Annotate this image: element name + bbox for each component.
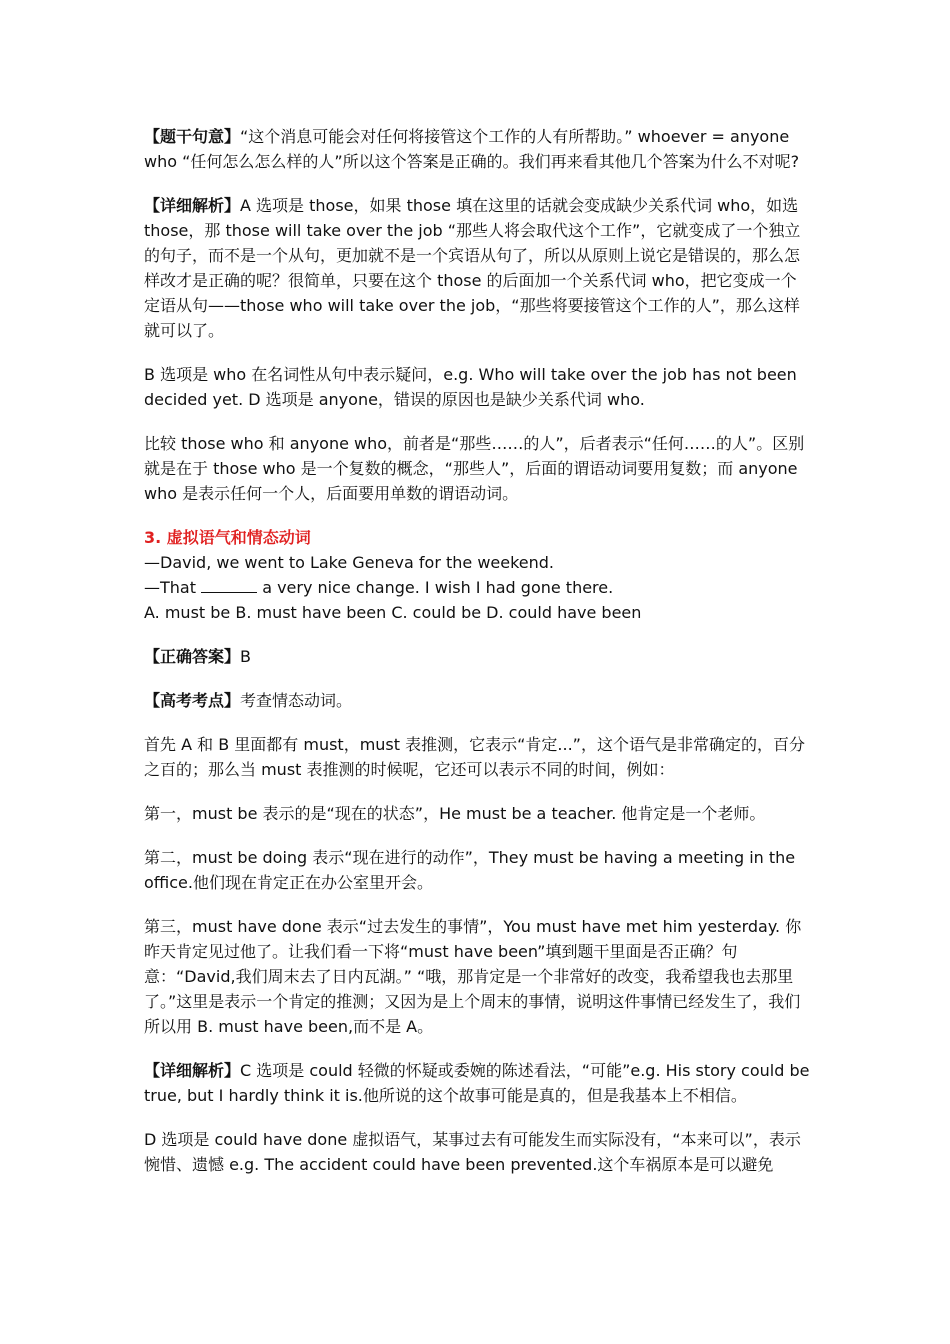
detailed-analysis-text: A 选项是 those，如果 those 填在这里的话就会变成缺少关系代词 who，如选 those，那 those will take over the job “那些人将会取代这个工作”，它就变成了一个独立的句子，而不是一个从句，更加就不是一个宾语从句了，所以从原则上说它是错误的，那么怎样改才是正确的呢？很简单，只要在这个 those 的后面加一个关系代词 who，把它变成一个定语从句——those who will take over the job，“那些将要接管这个工作的人”，那么这样就可以了。 xyxy=(144,196,801,340)
must-third-paragraph: 第三，must have done 表示“过去发生的事情”，You must have met him yesterday. 你昨天肯定见过他了。让我们看一下将“must have been”填到题干里面是否正确？句意：“David,我们周末去了日内瓦湖。” “哦，那肯定是一个非常好的改变，我希望我也去那里了。”这里是表示一个肯定的推测；又因为是上个周末的事情，说明这件事情已经发生了，我们所以用 B. must have been,而不是 A。 xyxy=(144,917,802,1036)
question-dialogue-line-1: —David, we went to Lake Geneva for the weekend. xyxy=(144,553,555,572)
question-options: A. must be B. must have been C. could be D. could have been xyxy=(144,603,642,622)
detailed-analysis-label: 【详细解析】 xyxy=(144,196,241,215)
option-c-analysis-paragraph xyxy=(144,1058,812,1108)
question-block xyxy=(144,525,812,625)
correct-answer-value: B xyxy=(240,647,251,666)
option-c-analysis-text: C 选项是 could 轻微的怀疑或委婉的陈述看法，“可能”e.g. His story could be true, but I hardly think it is.他所说的这个故事可能是真的，但是我基本上不相信。 xyxy=(144,1061,810,1105)
question-dialogue-line-2 xyxy=(144,575,812,600)
option-d-analysis-paragraph: D 选项是 could have done 虚拟语气，某事过去有可能发生而实际没有，“本来可以”，表示惋惜、遗憾 e.g. The accident could have been prevented.这个车祸原本是可以避免 xyxy=(144,1130,801,1174)
exam-point-paragraph xyxy=(144,688,812,713)
must-intro-paragraph: 首先 A 和 B 里面都有 must，must 表推测，它表示“肯定...”，这个语气是非常确定的，百分之百的；那么当 must 表推测的时候呢，它还可以表示不同的时间，例如： xyxy=(144,735,805,779)
option-c-analysis-label: 【详细解析】 xyxy=(144,1061,241,1080)
must-second-paragraph: 第二，must be doing 表示“现在进行的动作”，They must be having a meeting in the office.他们现在肯定正在办公室里开会。 xyxy=(144,848,796,892)
comparison-paragraph: 比较 those who 和 anyone who，前者是“那些……的人”，后者表示“任何……的人”。区别就是在于 those who 是一个复数的概念，“那些人”，后面的谓语动词要用复数；而 anyone who 是表示任何一个人，后面要用单数的谓语动词。 xyxy=(144,434,805,503)
correct-answer-paragraph xyxy=(144,644,812,669)
answer-blank xyxy=(201,578,257,593)
exam-point-label: 【高考考点】 xyxy=(144,691,241,710)
option-b-explanation: B 选项是 who 在名词性从句中表示疑问，e.g. Who will take over the job has not been decided yet. D 选项是 anyone，错误的原因也是缺少关系代词 who. xyxy=(144,365,797,409)
sentence-meaning-text: “这个消息可能会对任何将接管这个工作的人有所帮助。” whoever = anyone who “任何怎么怎么样的人”所以这个答案是正确的。我们再来看其他几个答案为什么不对呢? xyxy=(144,127,800,171)
question-heading: 3. 虚拟语气和情态动词 xyxy=(144,528,311,547)
sentence-meaning-label: 【题干句意】 xyxy=(144,127,241,146)
correct-answer-label: 【正确答案】 xyxy=(144,647,241,666)
sentence-meaning-paragraph xyxy=(144,124,812,174)
document-page xyxy=(144,124,812,1196)
line2-after: a very nice change. I wish I had gone there. xyxy=(262,578,614,597)
must-first-paragraph: 第一，must be 表示的是“现在的状态”，He must be a teacher. 他肯定是一个老师。 xyxy=(144,804,766,823)
exam-point-text: 考查情态动词。 xyxy=(240,691,353,710)
detailed-analysis-paragraph xyxy=(144,193,812,343)
line2-before: —That xyxy=(144,578,196,597)
